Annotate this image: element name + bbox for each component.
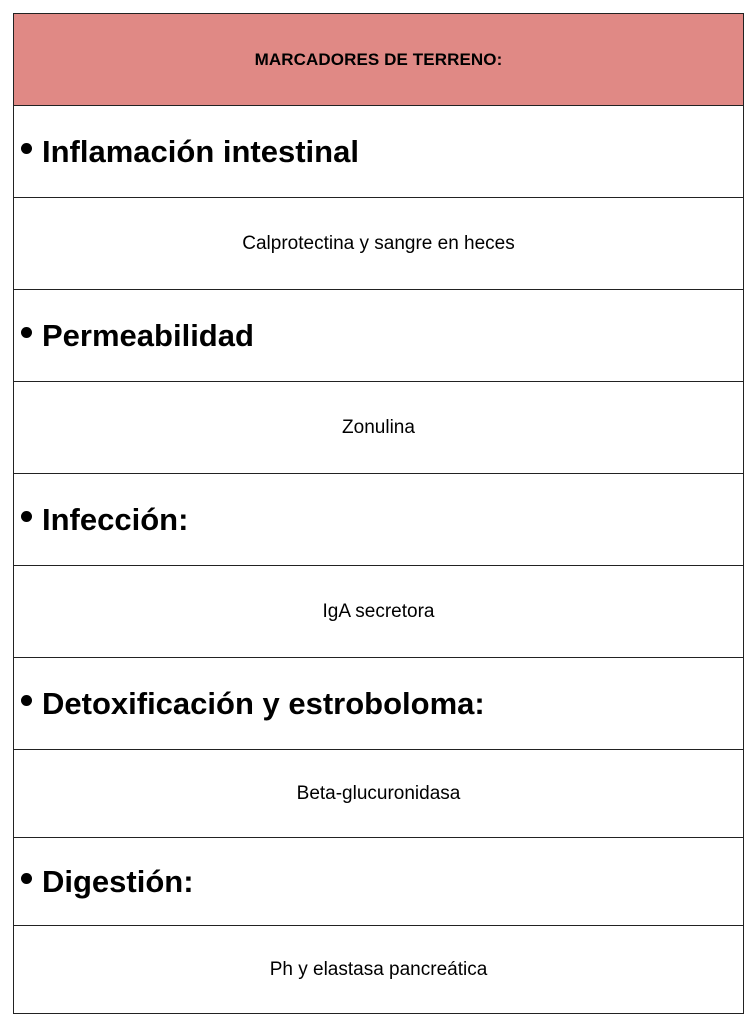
category-label: Permeabilidad bbox=[42, 317, 254, 353]
category-row bbox=[14, 106, 743, 198]
category-row bbox=[14, 474, 743, 566]
marker-row bbox=[14, 198, 743, 290]
marker-row bbox=[14, 926, 743, 1014]
category-label: Detoxificación y estroboloma: bbox=[42, 685, 485, 721]
category-label: Digestión: bbox=[42, 863, 194, 899]
markers-table bbox=[13, 13, 744, 1014]
marker-label: IgA secretora bbox=[322, 600, 435, 622]
marker-label: Beta-glucuronidasa bbox=[296, 782, 461, 804]
marker-label: Zonulina bbox=[342, 416, 415, 438]
bullet-icon bbox=[21, 143, 32, 154]
category-label: Inflamación intestinal bbox=[42, 133, 359, 169]
marker-row bbox=[14, 566, 743, 658]
table-header bbox=[14, 14, 743, 106]
marker-row bbox=[14, 750, 743, 838]
bullet-icon bbox=[21, 511, 32, 522]
bullet-icon bbox=[21, 695, 32, 706]
category-label: Infección: bbox=[42, 501, 189, 537]
category-row bbox=[14, 658, 743, 750]
marker-label: Calprotectina y sangre en heces bbox=[242, 232, 515, 254]
marker-label: Ph y elastasa pancreática bbox=[269, 958, 488, 980]
bullet-icon bbox=[21, 873, 32, 884]
table-header-label: MARCADORES DE TERRENO: bbox=[254, 49, 503, 69]
category-row bbox=[14, 838, 743, 926]
marker-row bbox=[14, 382, 743, 474]
category-row bbox=[14, 290, 743, 382]
bullet-icon bbox=[21, 327, 32, 338]
